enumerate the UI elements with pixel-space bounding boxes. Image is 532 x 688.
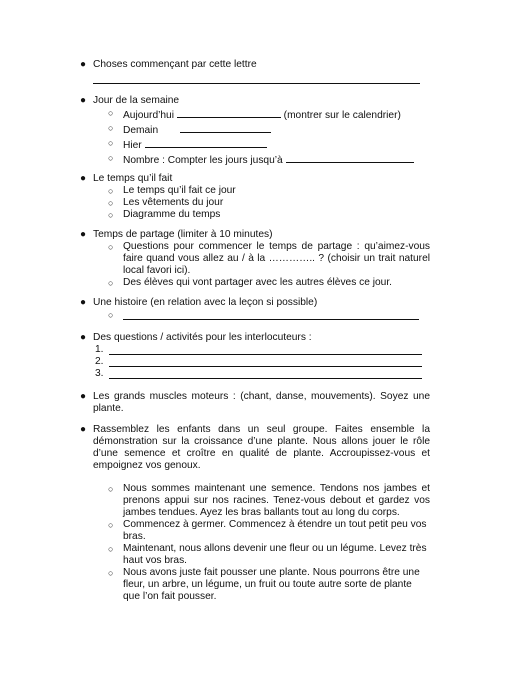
bullet-icon: ● xyxy=(80,391,87,402)
choses-title: Choses commençant par cette lettre xyxy=(93,59,257,70)
circle-bullet-icon: ○ xyxy=(108,520,114,530)
circle-bullet-icon: ○ xyxy=(108,210,114,220)
circle-bullet-icon: ○ xyxy=(108,484,114,494)
circle-bullet-icon: ○ xyxy=(108,310,114,320)
circle-bullet-icon: ○ xyxy=(108,198,114,208)
circle-bullet-icon: ○ xyxy=(108,153,114,163)
circle-bullet-icon: ○ xyxy=(108,278,114,288)
circle-bullet-icon: ○ xyxy=(108,544,114,554)
partage-title: Temps de partage (limiter à 10 minutes) xyxy=(93,229,273,240)
jour-item-label: Demain xyxy=(123,125,159,136)
answer-line xyxy=(109,356,422,367)
answer-line xyxy=(109,368,422,379)
list-item: ○ Maintenant, nous allons devenir une fleur ou un légume. Levez très haut vos bras. xyxy=(108,543,427,566)
list-item: ○ Commencez à germer. Commencez à étendre un tout petit peu vos bras. xyxy=(108,519,427,542)
histoire-blank-line xyxy=(123,309,419,320)
jour-item-suffix: (montrer sur le calendrier) xyxy=(283,110,401,121)
section-rassemblez xyxy=(80,424,430,603)
rassemblez-text: Rassemblez les enfants dans un seul groupe. Faites ensemble la démonstration sur la croissance d’une plante. Nous allons jouer le rôle d’une semence et croître en qualité de plante. Accroupissez-vous et empoignez vos genoux. xyxy=(93,424,430,471)
circle-bullet-icon: ○ xyxy=(108,242,114,252)
jour-blank-line xyxy=(286,152,414,163)
temps-title: Le temps qu’il fait xyxy=(93,173,173,184)
section-questions xyxy=(80,332,430,380)
list-item: ○ Nous avons juste fait pousser une plante. Nous pourrons être une fleur, un arbre, un légume, un fruit ou toute autre sorte de plante que l’on fait pousser. xyxy=(108,567,420,602)
answer-line xyxy=(109,344,422,355)
questions-title: Des questions / activités pour les interlocuteurs : xyxy=(93,332,312,343)
numbered-line: 2. xyxy=(95,356,430,368)
section-choses xyxy=(80,59,430,84)
list-item: ○ Questions pour commencer le temps de partage : qu’aimez-vous faire quand vous allez au / à la ………….. ? (choisir un trait naturel local favori ici). xyxy=(108,241,430,276)
circle-bullet-icon: ○ xyxy=(108,138,114,148)
jour-blank-line xyxy=(180,122,271,133)
bullet-icon: ● xyxy=(80,424,87,435)
bullet-icon: ● xyxy=(80,173,87,184)
section-jour xyxy=(80,95,430,167)
muscles-text: Les grands muscles moteurs : (chant, danse, mouvements). Soyez une plante. xyxy=(93,391,430,414)
circle-bullet-icon: ○ xyxy=(108,568,114,578)
jour-blank-line xyxy=(177,107,281,118)
section-muscles xyxy=(80,391,430,415)
list-item: ○ Nous sommes maintenant une semence. Tendons nos jambes et prenons appui sur nos racines. Tenez-vous debout et gardez vos jambes tendues. Ayez les bras ballants tout au long du corps. xyxy=(108,483,430,518)
numbered-line: 1. xyxy=(95,344,430,356)
jour-item-label: Nombre : Compter les jours jusqu’à xyxy=(123,155,283,166)
choses-answer-line xyxy=(93,71,420,84)
section-temps xyxy=(80,173,430,221)
bullet-icon: ● xyxy=(80,332,87,343)
list-item xyxy=(108,152,430,167)
jour-title: Jour de la semaine xyxy=(93,95,180,106)
bullet-icon: ● xyxy=(80,229,87,240)
circle-bullet-icon: ○ xyxy=(108,108,114,118)
jour-blank-line xyxy=(145,137,267,148)
numbered-line: 3. xyxy=(95,368,430,380)
bullet-icon: ● xyxy=(80,59,87,70)
circle-bullet-icon: ○ xyxy=(108,123,114,133)
jour-item-label: Hier xyxy=(123,140,142,151)
bullet-icon: ● xyxy=(80,95,87,106)
jour-item-label: Aujourd’hui xyxy=(123,110,174,121)
circle-bullet-icon: ○ xyxy=(108,186,114,196)
list-item xyxy=(108,309,430,324)
bullet-icon: ● xyxy=(80,297,87,308)
list-item: ○ Diagramme du temps xyxy=(108,209,221,220)
histoire-title: Une histoire (en relation avec la leçon si possible) xyxy=(93,297,318,308)
section-partage xyxy=(80,229,430,289)
section-histoire xyxy=(80,297,430,324)
list-item: ○ Les vêtements du jour xyxy=(108,197,224,208)
list-item xyxy=(108,107,430,122)
list-item: ○ Le temps qu’il fait ce jour xyxy=(108,185,236,196)
list-item: ○ Des élèves qui vont partager avec les autres élèves ce jour. xyxy=(108,277,392,288)
list-item xyxy=(108,122,430,137)
list-item xyxy=(108,137,430,152)
